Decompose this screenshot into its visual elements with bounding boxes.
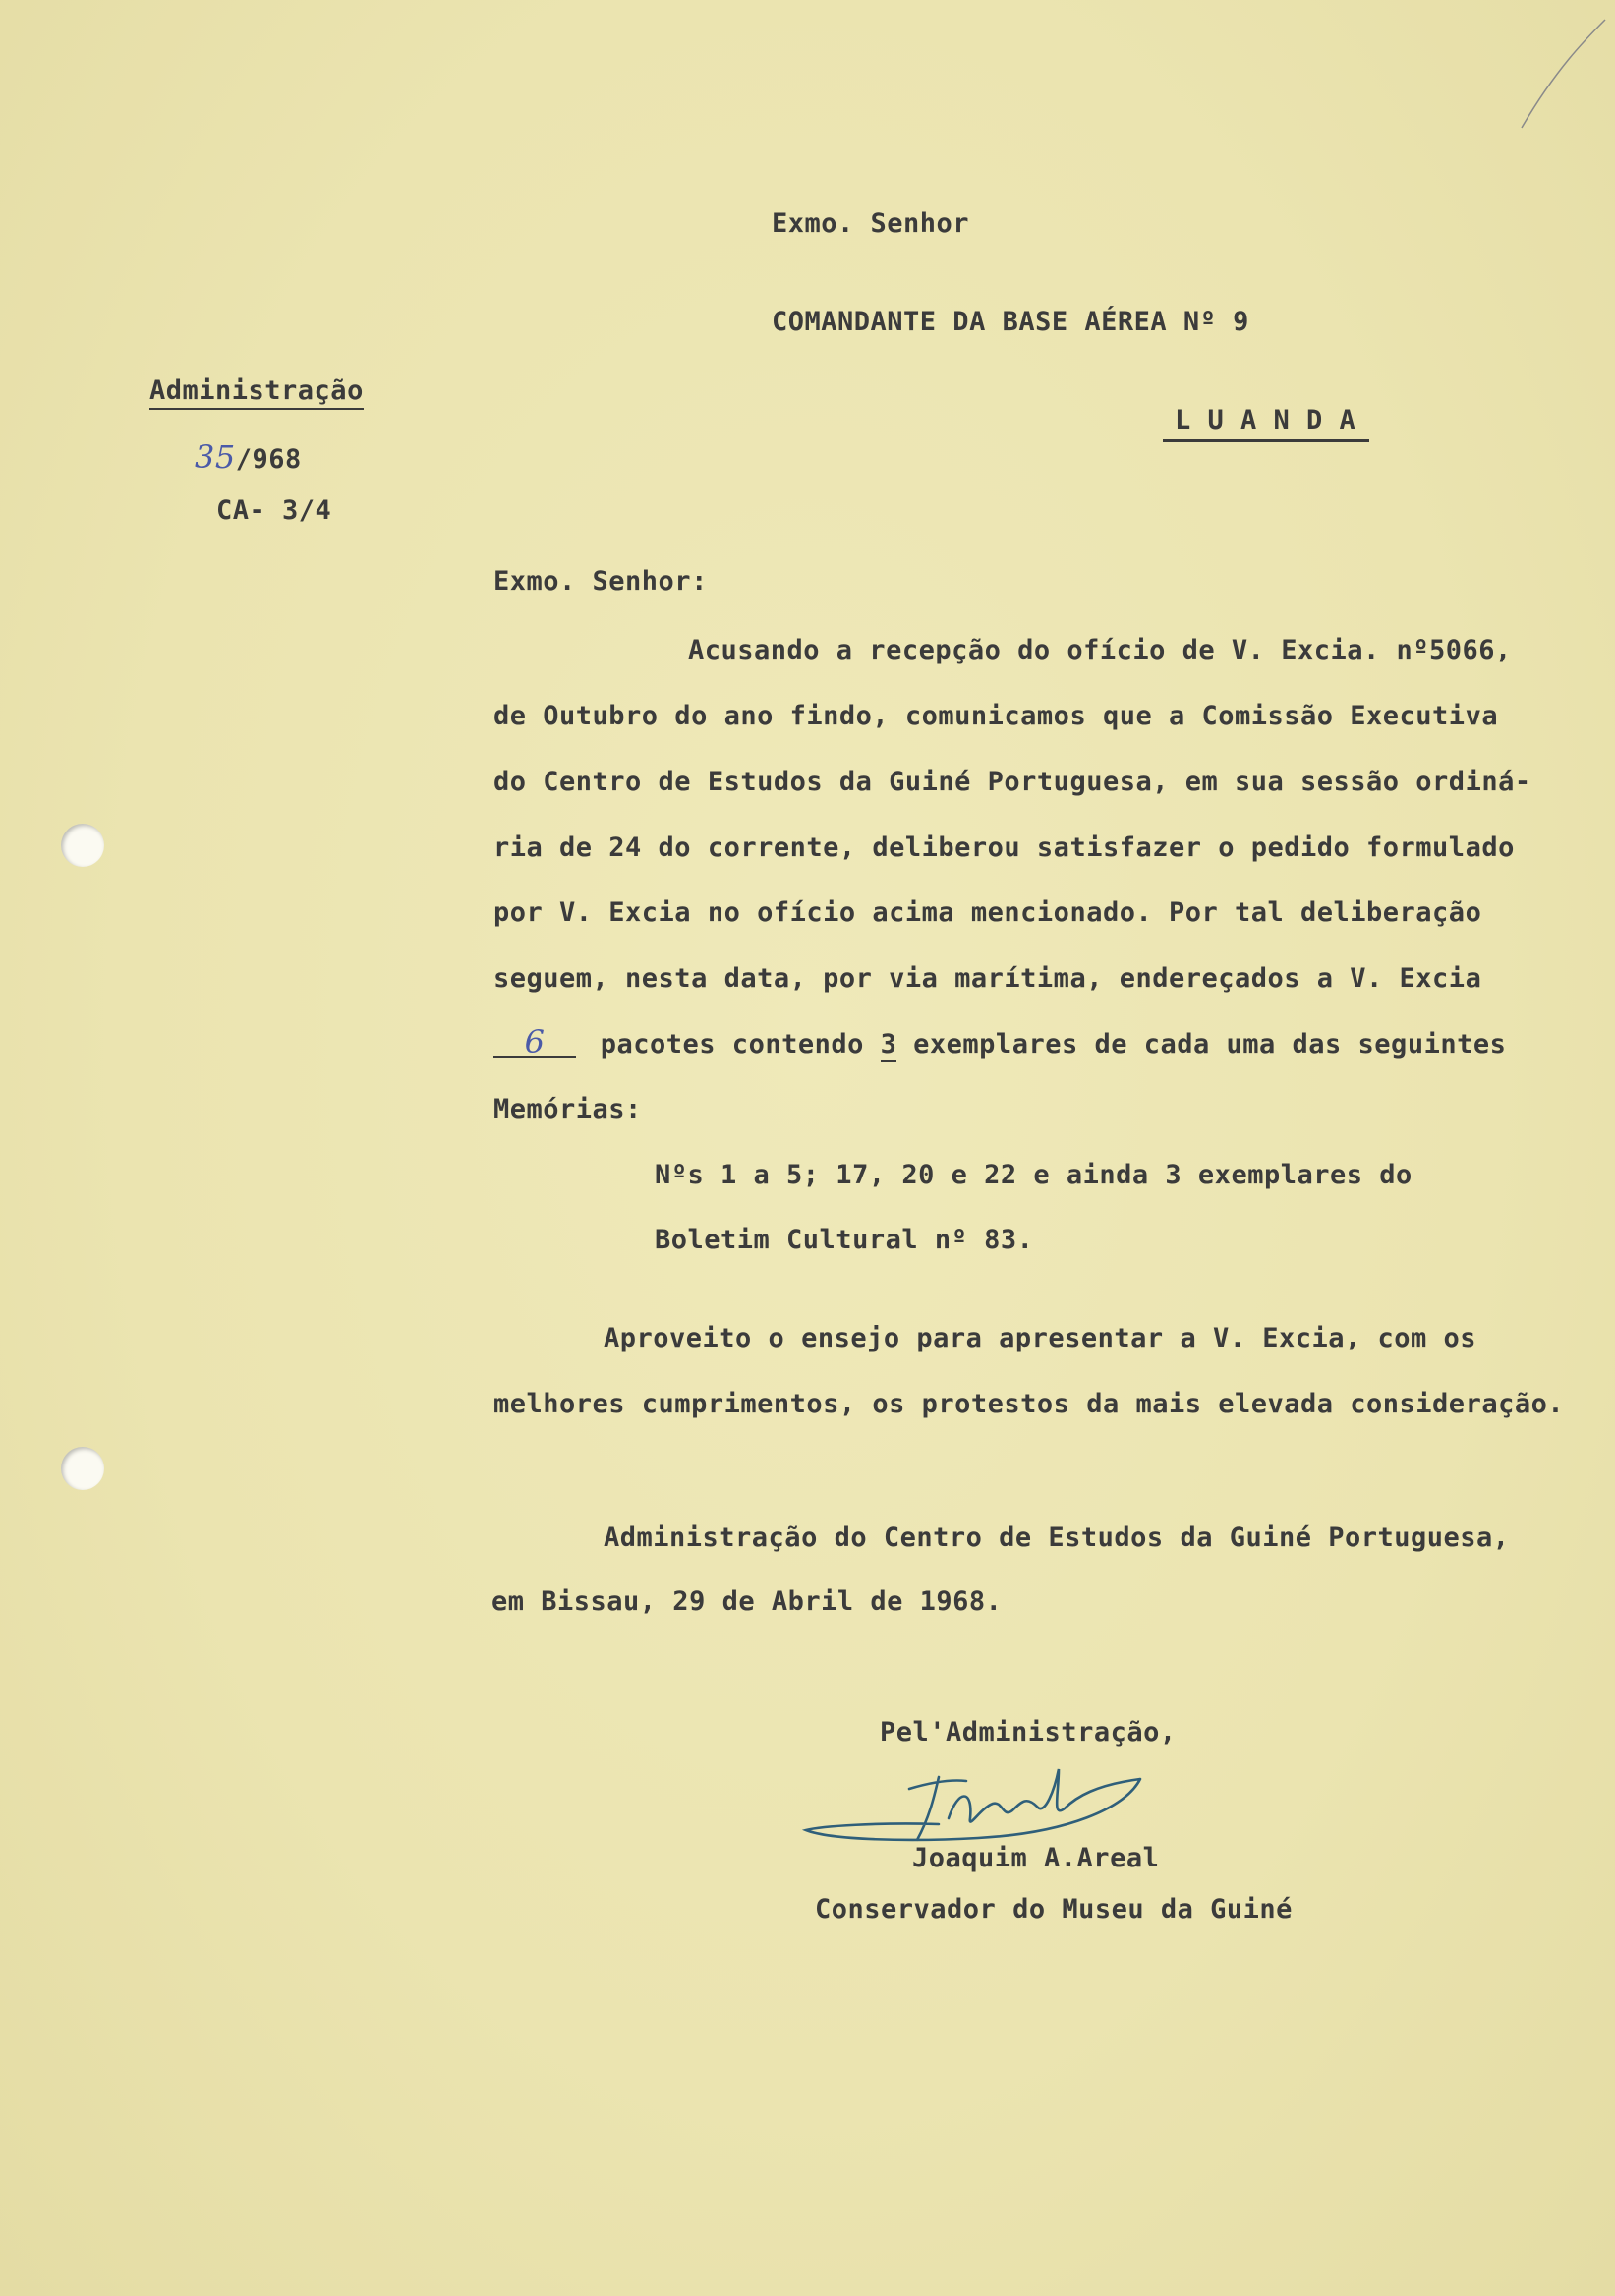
reference-code: CA- 3/4 [216, 495, 332, 526]
pencil-mark [1477, 0, 1615, 138]
signatory-name: Joaquim A.Areal [912, 1843, 1160, 1873]
body-salutation: Exmo. Senhor: [493, 566, 708, 597]
place-line-1: Administração do Centro de Estudos da Guiné Portuguesa, [604, 1522, 1510, 1553]
addressee-city: L U A N D A [1163, 405, 1369, 442]
copies-count: 3 [880, 1029, 897, 1060]
packets-line [493, 1023, 1507, 1061]
list-line-1: Nºs 1 a 5; 17, 20 e 22 e ainda 3 exemplares do [655, 1160, 1413, 1190]
reference-number [195, 438, 302, 476]
addressee-title: COMANDANTE DA BASE AÉREA Nº 9 [772, 307, 1249, 337]
closing-line-2: melhores cumprimentos, os protestos da mais elevada consideração. [493, 1389, 1565, 1419]
paragraph-line-2: de Outubro do ano findo, comunicamos que a Comissão Executiva [493, 701, 1499, 731]
signature-prefix: Pel'Administração, [880, 1717, 1177, 1748]
punch-hole-top [61, 824, 104, 867]
addressee-salutation: Exmo. Senhor [772, 208, 970, 239]
handwritten-signature [801, 1750, 1155, 1858]
reference-number-typed: /968 [235, 444, 302, 475]
paragraph-line-3: do Centro de Estudos da Guiné Portuguesa, em sua sessão ordiná- [493, 767, 1531, 797]
place-line-2: em Bissau, 29 de Abril de 1968. [491, 1586, 1003, 1617]
packets-text-2: exemplares de cada uma das seguintes [913, 1029, 1507, 1060]
paragraph-line-6: seguem, nesta data, por via marítima, endereçados a V. Excia [493, 963, 1482, 994]
closing-line-1: Aproveito o ensejo para apresentar a V. Excia, com os [604, 1323, 1477, 1353]
paragraph-line-5: por V. Excia no ofício acima mencionado. Por tal deliberação [493, 897, 1482, 928]
reference-department: Administração [149, 375, 364, 410]
paragraph-line-1: Acusando a recepção do ofício de V. Excia. nº5066, [688, 635, 1512, 665]
paragraph-line-4: ria de 24 do corrente, deliberou satisfazer o pedido formulado [493, 832, 1515, 863]
signatory-role: Conservador do Museu da Guiné [815, 1894, 1293, 1924]
reference-number-handwritten: 35 [195, 438, 236, 476]
packets-handwritten: 6 [493, 1028, 576, 1058]
list-line-2: Boletim Cultural nº 83. [655, 1225, 1034, 1255]
memorias-label: Memórias: [493, 1094, 642, 1124]
packets-text-1: pacotes contendo [600, 1029, 864, 1060]
punch-hole-bottom [61, 1447, 104, 1490]
